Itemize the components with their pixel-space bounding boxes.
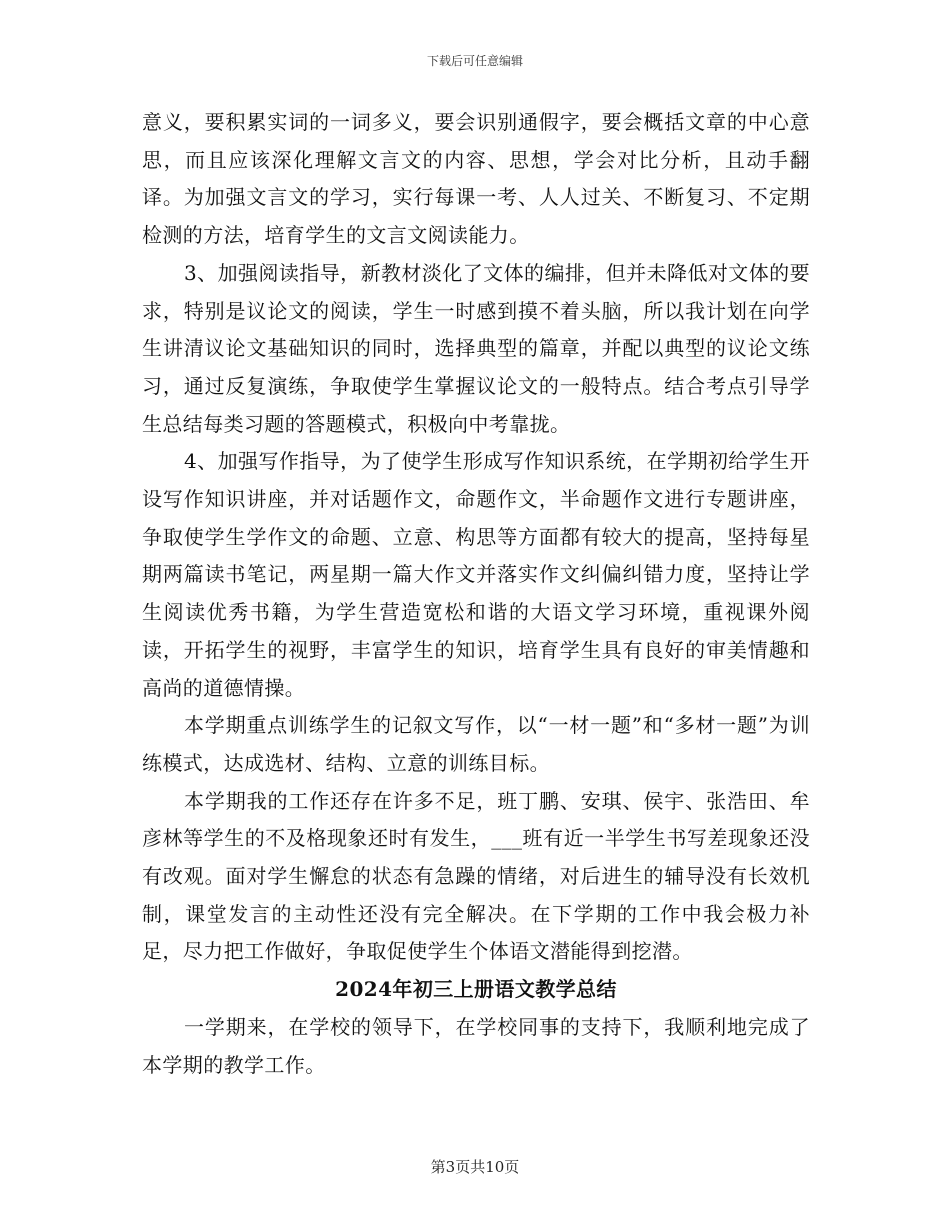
document-body xyxy=(142,104,810,1084)
body-paragraph-3: 4、加强写作指导，为了使学生形成写作知识系统，在学期初给学生开设写作知识讲座，并对话题作文，命题作文，半命题作文进行专题讲座，争取使学生学作文的命题、立意、构思等方面都有较大的提高，坚持每星期两篇读书笔记，两星期一篇大作文并落实作文纠偏纠错力度，坚持让学生阅读优秀书籍，为学生营造宽松和谐的大语文学习环境，重视课外阅读，开拓学生的视野，丰富学生的知识，培育学生具有良好的审美情趣和高尚的道德情操。 xyxy=(142,449,810,700)
body-paragraph-2: 3、加强阅读指导，新教材淡化了文体的编排，但并未降低对文体的要求，特别是议论文的阅读，学生一时感到摸不着头脑，所以我计划在向学生讲清议论文基础知识的同时，选择典型的篇章，并配以典型的议论文练习，通过反复演练，争取使学生掌握议论文的一般特点。结合考点引导学生总结每类习题的答题模式，积极向中考靠拢。 xyxy=(142,260,810,436)
section-title: 2024年初三上册语文教学总结 xyxy=(335,977,617,1002)
body-paragraph-5: 本学期我的工作还存在许多不足，班丁鹏、安琪、侯宇、张浩田、牟彦林等学生的不及格现象还时有发生，___班有近一半学生书写差现象还没有改观。面对学生懈怠的状态有急躁的情绪，对后进生的辅导没有长效机制，课堂发言的主动性还没有完全解决。在下学期的工作中我会极力补足，尽力把工作做好，争取促使学生个体语文潜能得到挖潜。 xyxy=(142,788,810,964)
section-paragraph-1: 一学期来，在学校的领导下，在学校同事的支持下，我顺利地完成了本学期的教学工作。 xyxy=(142,1014,810,1077)
page-header: 下载后可任意编辑 xyxy=(426,54,523,68)
body-paragraph-4: 本学期重点训练学生的记叙文写作，以“一材一题”和“多材一题”为训练模式，达成选材、结构、立意的训练目标。 xyxy=(142,713,810,775)
page-footer: 第3页共10页 xyxy=(430,1158,520,1176)
body-paragraph-1: 意义，要积累实词的一词多义，要会识别通假字，要会概括文章的中心意思，而且应该深化理解文言文的内容、思想，学会对比分析，且动手翻译。为加强文言文的学习，实行每课一考、人人过关、不断复习、不定期检测的方法，培育学生的文言文阅读能力。 xyxy=(142,110,810,248)
